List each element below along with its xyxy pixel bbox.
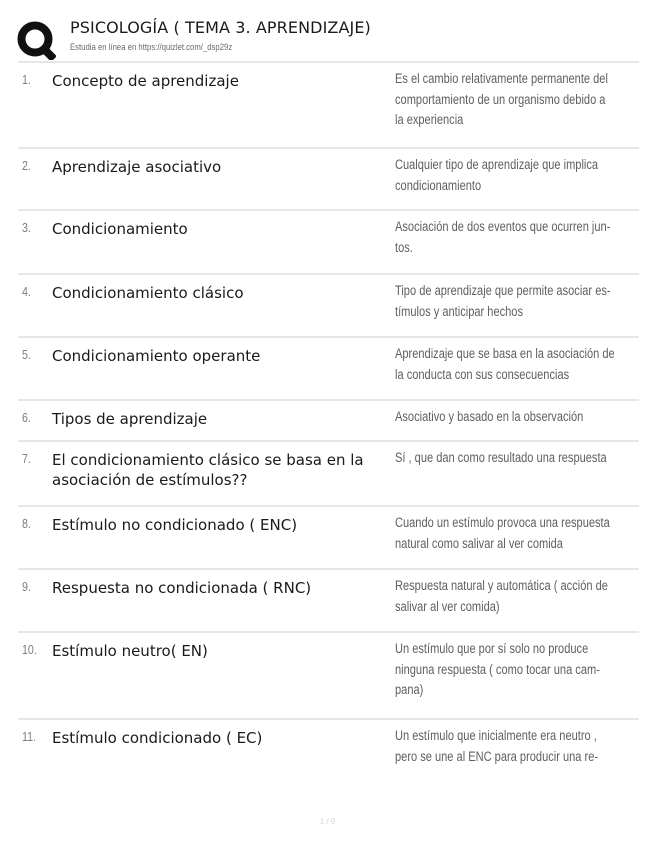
card-definition [395, 639, 633, 701]
flashcard-row [18, 718, 639, 798]
card-definition-line: Tipo de aprendizaje que permite asociar es- [395, 283, 611, 298]
flashcard-row [18, 440, 639, 505]
card-definition [395, 155, 633, 196]
card-number: 11. [22, 729, 37, 744]
card-term: Concepto de aprendizaje [52, 72, 239, 90]
flashcard-row [18, 631, 639, 718]
card-definition-line: comportamiento de un organismo debido a [395, 91, 606, 107]
page-subtitle: Estudia en línea en https://quizlet.com/_dsp29z [70, 42, 233, 52]
flashcard-row [18, 336, 639, 399]
card-definition-line: Un estímulo que inicialmente era neutro , [395, 728, 597, 743]
card-definition-line: Un estímulo que por sí solo no produce [395, 641, 589, 656]
card-definition-line: salivar al ver comida) [395, 598, 500, 614]
card-term: Aprendizaje asociativo [52, 158, 222, 176]
flashcard-row [18, 568, 639, 631]
card-definition-line: ninguna respuesta ( como tocar una cam- [395, 661, 600, 677]
card-term: Condicionamiento operante [52, 347, 261, 365]
card-definition-line: Cualquier tipo de aprendizaje que implica [395, 157, 599, 172]
flashcard-row [18, 147, 639, 209]
card-definition-line: la conducta con sus consecuencias [395, 366, 570, 382]
card-number: 3. [22, 220, 31, 235]
card-definition [395, 407, 633, 428]
card-definition [395, 344, 633, 385]
card-number: 1. [22, 72, 31, 87]
card-definition-line: Respuesta natural y automática ( acción de [395, 578, 608, 593]
document-header [16, 14, 636, 60]
card-number: 5. [22, 347, 31, 362]
card-term: Estímulo condicionado ( EC) [52, 729, 263, 747]
card-term: El condicionamiento clásico se basa en la asociación de estímulos?? [52, 451, 364, 489]
card-term: Estímulo no condicionado ( ENC) [52, 516, 298, 534]
card-term: Estímulo neutro( EN) [52, 642, 208, 660]
card-number: 2. [22, 158, 31, 173]
card-definition-line: pana) [395, 682, 424, 697]
flashcard-list [18, 61, 639, 798]
card-definition-line: tos. [395, 239, 413, 255]
card-term: Condicionamiento clásico [52, 284, 244, 302]
flashcard-row [18, 399, 639, 440]
card-definition [395, 576, 633, 617]
card-definition-line: Asociación de dos eventos que ocurren jun- [395, 219, 611, 234]
card-term: Tipos de aprendizaje [52, 410, 208, 428]
page-title: PSICOLOGÍA ( TEMA 3. APRENDIZAJE) [70, 18, 371, 37]
card-definition [395, 448, 633, 469]
card-number: 7. [22, 451, 31, 466]
card-definition [395, 281, 633, 322]
flashcard-row [18, 209, 639, 273]
card-definition-line: Sí , que dan como resultado una respuesta [395, 450, 607, 465]
card-definition-line: Es el cambio relativamente permanente del [395, 71, 608, 86]
card-definition [395, 513, 633, 554]
card-term: Respuesta no condicionada ( RNC) [52, 579, 312, 597]
card-term: Condicionamiento [52, 220, 188, 238]
card-number: 8. [22, 516, 31, 531]
page-indicator: 1 / 9 [319, 817, 336, 826]
card-number: 10. [22, 642, 37, 657]
card-definition-line: Asociativo y basado en la observación [395, 409, 584, 424]
card-definition-line: tímulos y anticipar hechos [395, 303, 523, 319]
card-definition-line: pero se une al ENC para producir una re- [395, 748, 599, 764]
card-definition-line: Aprendizaje que se basa en la asociación de [395, 346, 615, 361]
flashcard-row [18, 61, 639, 147]
card-definition [395, 217, 633, 258]
flashcard-row [18, 273, 639, 336]
card-definition [395, 69, 633, 131]
card-definition-line: Cuando un estímulo provoca una respuesta [395, 515, 610, 530]
card-number: 9. [22, 579, 31, 594]
card-number: 4. [22, 284, 31, 299]
card-definition-line: condicionamiento [395, 177, 482, 193]
card-definition [395, 726, 633, 767]
flashcard-row [18, 505, 639, 568]
card-definition-line: la experiencia [395, 112, 464, 127]
quizlet-q-logo-icon [16, 20, 56, 60]
card-definition-line: natural como salivar al ver comida [395, 535, 563, 551]
card-number: 6. [22, 410, 31, 425]
